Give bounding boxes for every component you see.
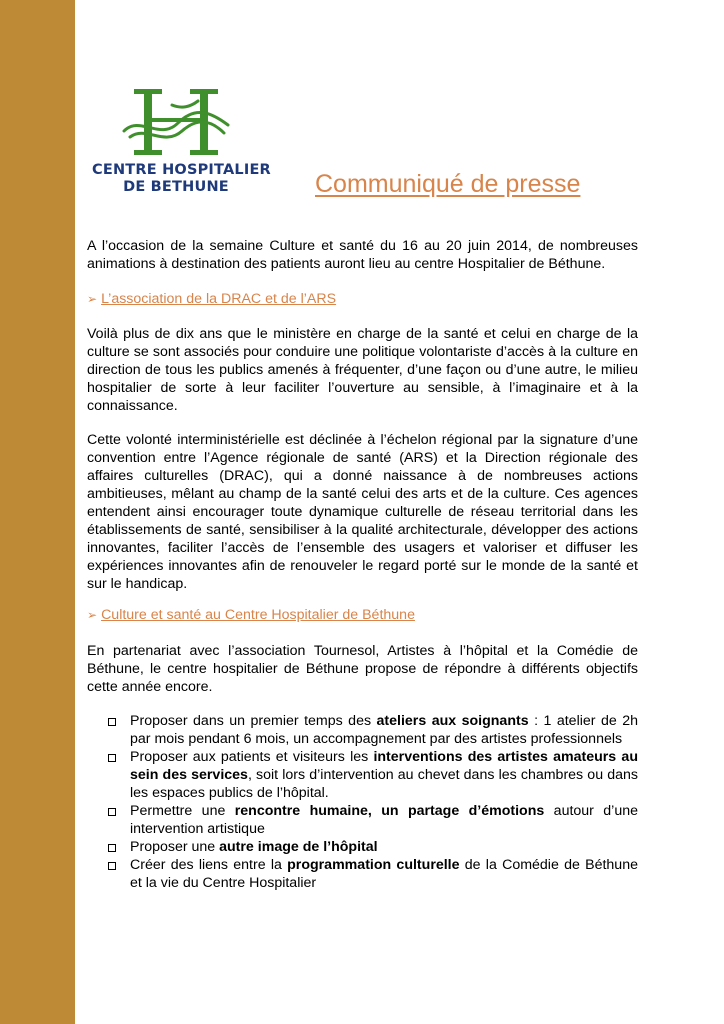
paragraph-ministere: Voilà plus de dix ans que le ministère en charge de la santé et celui en charge de la culture se sont associés pour conduire une politique volontariste d’accès à la culture en direction de tous les publics amenés à fréquenter, d’une façon ou d’une autre, le milieu hospitalier de sorte à leur faciliter l’ouverture au sensible, à l’imaginaire et à la connaissance. [87,326,638,414]
square-bullet-icon [108,754,116,762]
list-item: Créer des liens entre la programmation culturelle de la Comédie de Béthune et la vie du Centre Hospitalier [108,856,638,892]
arrow-bullet-icon: ➢ [87,608,98,622]
paragraph-partenariat: En partenariat avec l’association Tournesol, Artistes à l’hôpital et la Comédie de Béthune, le centre hospitalier de Béthune propose de répondre à différents objectifs cette année encore. [87,643,638,695]
square-bullet-icon [108,844,116,852]
square-bullet-icon [108,718,116,726]
section-heading-text: L’association de la DRAC et de l’ARS [101,291,337,307]
square-bullet-icon [108,862,116,870]
page-title: Communiqué de presse [315,170,581,198]
logo-text-line2: DE BETHUNE [123,179,229,195]
list-item: Proposer dans un premier temps des ateliers aux soignants : 1 atelier de 2h par mois pendant 6 mois, un accompagnement par des artistes professionnels [108,712,638,748]
list-item: Permettre une rencontre humaine, un partage d’émotions autour d’une intervention artistique [108,802,638,838]
section-heading-culture-sante [87,606,415,624]
hospital-h-emblem-icon [120,85,232,161]
arrow-bullet-icon: ➢ [87,292,98,306]
intro-paragraph: A l’occasion de la semaine Culture et santé du 16 au 20 juin 2014, de nombreuses animations à destination des patients auront lieu au centre Hospitalier de Béthune. [87,238,638,272]
side-band [0,0,75,1024]
logo-text-line1: CENTRE HOSPITALIER [92,162,271,178]
section-heading-drac-ars [87,290,336,308]
square-bullet-icon [108,808,116,816]
hospital-logo [92,85,271,197]
objectives-list [108,712,638,892]
section-heading-text: Culture et santé au Centre Hospitalier de Béthune [101,607,415,623]
list-item: Proposer aux patients et visiteurs les interventions des artistes amateurs au sein des services, soit lors d’intervention au chevet dans les chambres ou dans les espaces publics de l’hôpital. [108,748,638,802]
list-item: Proposer une autre image de l’hôpital [108,838,638,856]
paragraph-convention: Cette volonté interministérielle est déclinée à l’échelon régional par la signature d’une convention entre l’Agence régionale de santé (ARS) et la Direction régionale des affaires culturelles (DRAC), qui a donné naissance à de nombreuses actions ambitieuses, mêlant au champ de la santé celui des arts et de la culture. Ces agences entendent ainsi encourager toute dynamique culturelle de réseau territorial dans les établissements de santé, sensibiliser à la qualité architecturale, développer des actions innovantes, faciliter l’accès de l’ensemble des usagers et valoriser et diffuser les expériences innovantes afin de renouveler le regard porté sur le monde de la santé et sur le handicap. [87,432,638,592]
